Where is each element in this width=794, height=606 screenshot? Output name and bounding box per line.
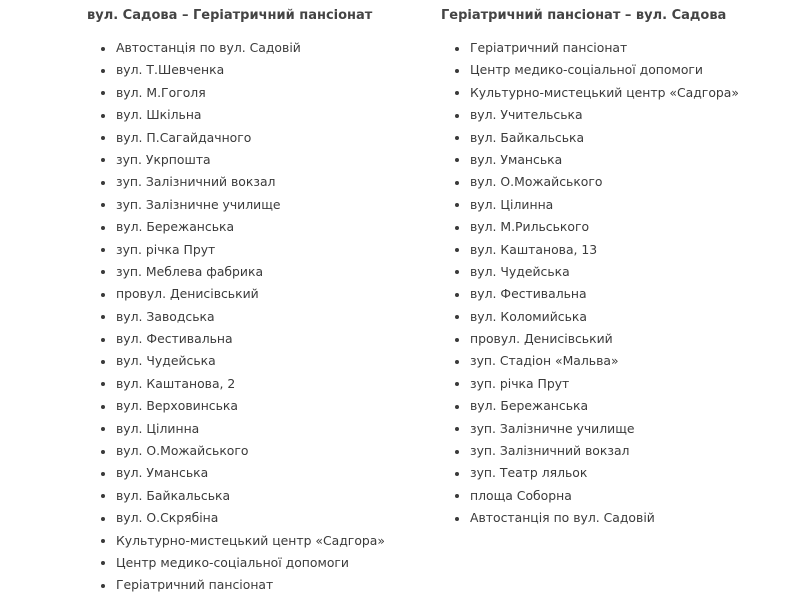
stop-list-outbound [87,37,385,597]
stop-name: зуп. Театр ляльок [470,465,588,481]
bullet-icon [455,382,459,386]
stop-name: Автостанція по вул. Садовій [470,510,655,526]
stop-name: вул. О.Можайського [470,174,603,190]
bullet-icon [101,181,105,185]
stop-name: вул. Чудейська [470,263,570,279]
list-item [87,37,385,59]
bullet-icon [455,427,459,431]
bullet-icon [455,203,459,207]
route-title-outbound: вул. Садова – Геріатричний пансіонат [87,8,373,23]
list-item [87,530,385,552]
bullet-icon [101,91,105,95]
list-item [87,507,385,529]
list-item [87,82,385,104]
stop-name: зуп. Залізничний вокзал [116,174,276,190]
stop-name: вул. Заводська [116,308,215,324]
list-item [441,418,739,440]
list-item [87,239,385,261]
stop-name: Культурно-мистецький центр «Садгора» [116,532,385,548]
list-item [87,418,385,440]
list-item [87,127,385,149]
bullet-icon [101,382,105,386]
bullet-icon [101,315,105,319]
list-item [87,261,385,283]
stop-name: вул. О.Скрябіна [116,510,219,526]
list-item [87,306,385,328]
list-item [87,552,385,574]
stop-name: зуп. Залізничний вокзал [470,443,630,459]
stop-name: вул. Чудейська [116,353,216,369]
bullet-icon [455,158,459,162]
stop-name: вул. Учительська [470,107,583,123]
stop-name: площа Соборна [470,487,572,503]
list-item [441,239,739,261]
list-item [87,171,385,193]
list-item [441,485,739,507]
stop-name: провул. Денисівський [116,286,259,302]
bullet-icon [101,539,105,543]
bullet-icon [101,561,105,565]
bullet-icon [455,47,459,51]
stop-name: вул. Коломийська [470,308,587,324]
bullet-icon [101,405,105,409]
list-item [87,216,385,238]
bullet-icon [101,226,105,230]
list-item [87,149,385,171]
bullet-icon [101,136,105,140]
list-item [441,82,739,104]
list-item [87,373,385,395]
bullet-icon [101,360,105,364]
route-title-return: Геріатричний пансіонат – вул. Садова [441,8,727,23]
list-item [441,462,739,484]
bullet-icon [101,338,105,342]
bullet-icon [101,472,105,476]
bullet-icon [455,450,459,454]
list-item [441,37,739,59]
list-item [87,462,385,484]
stop-name: вул. П.Сагайдачного [116,129,252,145]
bullet-icon [455,114,459,118]
stop-name: вул. Т.Шевченка [116,62,225,78]
stop-name: зуп. річка Прут [116,241,216,257]
bullet-icon [455,69,459,73]
stop-name: вул. Бережанська [470,398,589,414]
stop-name: вул. Уманська [470,151,563,167]
bullet-icon [101,47,105,51]
bullet-icon [455,270,459,274]
stop-name: вул. Уманська [116,465,209,481]
bullet-icon [101,427,105,431]
bullet-icon [101,270,105,274]
list-item [87,104,385,126]
list-item [441,104,739,126]
list-item [441,373,739,395]
list-item [441,127,739,149]
list-item [441,350,739,372]
bullet-icon [455,338,459,342]
stop-name: Геріатричний пансіонат [470,40,628,55]
stop-name: вул. Байкальська [116,487,231,503]
list-item [441,283,739,305]
stop-name: вул. Байкальська [470,129,585,145]
bullet-icon [101,114,105,118]
list-item [441,216,739,238]
list-item [87,574,385,596]
bullet-icon [455,472,459,476]
list-item [441,507,739,529]
stop-name: зуп. Залізничне училище [116,196,281,212]
list-item [87,328,385,350]
bullet-icon [101,584,105,588]
list-item [441,149,739,171]
list-item [441,328,739,350]
list-item [87,194,385,216]
list-item [87,485,385,507]
stop-list-return [441,37,739,530]
stop-name: зуп. Меблева фабрика [116,263,264,279]
route-column-return [441,6,781,526]
stop-name: вул. Фестивальна [116,331,233,347]
list-item [441,171,739,193]
stop-name: вул. Каштанова, 13 [470,241,598,257]
bullet-icon [455,226,459,230]
bullet-icon [455,494,459,498]
list-item [441,261,739,283]
bullet-icon [455,181,459,185]
bullet-icon [455,293,459,297]
stop-name: вул. Шкільна [116,107,202,123]
stop-name: вул. Цілинна [470,196,554,212]
bullet-icon [101,450,105,454]
stop-name: вул. М.Рильського [470,219,590,235]
bullet-icon [455,91,459,95]
stop-name: зуп. Стадіон «Мальва» [470,353,619,369]
stop-name: вул. Фестивальна [470,286,587,302]
list-item [441,440,739,462]
stop-name: зуп. Укрпошта [116,151,211,167]
stop-name: вул. Бережанська [116,219,235,235]
list-item [441,59,739,81]
bullet-icon [101,203,105,207]
list-item [87,59,385,81]
stop-name: Автостанція по вул. Садовій [116,40,301,55]
stop-name: вул. Верховинська [116,398,238,414]
stop-name: вул. О.Можайського [116,443,249,459]
list-item [441,395,739,417]
list-item [87,350,385,372]
list-item [87,283,385,305]
stop-name: вул. М.Гоголя [116,84,206,100]
stop-name: вул. Цілинна [116,420,200,436]
stop-name: Культурно-мистецький центр «Садгора» [470,84,739,100]
stop-name: Геріатричний пансіонат [116,577,274,593]
stop-name: провул. Денисівський [470,331,613,347]
bullet-icon [101,158,105,162]
bullet-icon [455,248,459,252]
stop-name: Центр медико-соціальної допомоги [116,554,349,570]
list-item [87,440,385,462]
bullet-icon [101,494,105,498]
stop-name: вул. Каштанова, 2 [116,375,236,391]
bullet-icon [455,360,459,364]
bullet-icon [101,517,105,521]
bullet-icon [455,405,459,409]
stop-name: Центр медико-соціальної допомоги [470,62,703,78]
bullet-icon [101,248,105,252]
stop-name: зуп. Залізничне училище [470,420,635,436]
bullet-icon [101,69,105,73]
route-column-outbound [87,6,417,593]
list-item [87,395,385,417]
list-item [441,194,739,216]
bullet-icon [455,517,459,521]
stop-name: зуп. річка Прут [470,375,570,391]
bullet-icon [455,136,459,140]
list-item [441,306,739,328]
bullet-icon [101,293,105,297]
bullet-icon [455,315,459,319]
